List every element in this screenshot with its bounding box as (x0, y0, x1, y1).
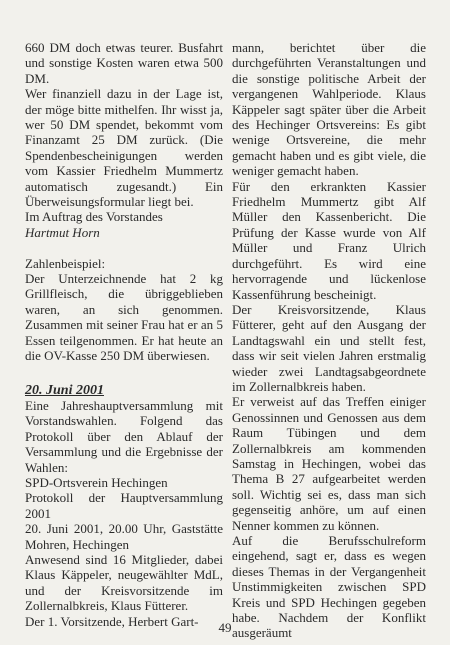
paragraph-meeting-announcement: Er verweist auf das Treffen einiger Genossinnen und Genossen aus dem Raum Tübingen und dem Zollernalbkreis am kommenden Samstag in Hechingen, wobei das Thema B 27 aufgearbeitet werden soll. Wichtig sei es, dass man sich gegenseitig anhöre, um auf einen Nenner kommen zu können. (232, 394, 426, 533)
line-protocol-title: Protokoll der Hauptversammlung 2001 (25, 490, 223, 521)
paragraph-cost-note: 660 DM doch etwas teurer. Busfahrt und sonstige Kosten waren etwa 500 DM. (25, 40, 223, 86)
line-meeting-place: 20. Juni 2001, 20.00 Uhr, Gaststätte Mohren, Hechingen (25, 521, 223, 552)
example-heading: Zahlenbeispiel: (25, 255, 106, 271)
paragraph-chair-report: mann, berichtet über die durchgeführten Veranstaltungen und die sonstige politische Arbeit der vergangenen Wahlperiode. Klaus Käppeler sagt später über die Arbeit des Hechinger Ortsvereins: Es gibt wenige Ortsvereine, die mehr gemacht haben und es gibt viele, die weniger gemacht haben. (232, 40, 426, 179)
paragraph-meeting-intro: Eine Jahreshauptversammlung mit Vorstandswahlen. Folgend das Protokoll über den Ablauf der Versammlung und die Ergebnisse der Wahlen: (25, 397, 223, 475)
right-column (232, 40, 426, 641)
paragraph-chair-start: Der 1. Vorsitzende, Herbert Gart- (25, 613, 199, 629)
paragraph-district-chair: Der Kreisvorsitzende, Klaus Fütterer, geht auf den Ausgang der Landtagswahl ein und stellt fest, dass wir seit vielen Jahren erstmalig wieder zwei Landtagsabgeordnete im Zollernalbkreis haben. (232, 301, 426, 394)
paragraph-attendance: Anwesend sind 16 Mitglieder, dabei Klaus Käppeler, neugewählter MdL, und der Kreisvorsitzende im Zollernalbkreis, Klaus Fütterer. (25, 551, 223, 614)
closing-line: Im Auftrag des Vorstandes (25, 209, 163, 225)
signature-name: Hartmut Horn (25, 224, 100, 240)
section-heading-date: 20. Juni 2001 (25, 382, 104, 398)
paragraph-school-reform: Auf die Berufsschulreform eingehend, sagt er, dass es wegen dieses Themas in der Vergangenheit Unstimmigkeiten zwischen SPD Kreis und SPD Hechingen gegeben habe. Nachdem der Konflikt ausgeräumt (232, 533, 426, 641)
paragraph-donation-request: Wer finanziell dazu in der Lage ist, der möge bitte mithelfen. Ihr wisst ja, wer 50 DM spendet, bekommt vom Finanzamt 25 DM zurück. (Die Spendenbescheinigungen werden vom Kassier Friedhelm Mummertz automatisch zugesandt.) Ein Überweisungsformular liegt bei. (25, 86, 223, 210)
page-number: 49 (218, 620, 232, 635)
left-column (25, 40, 223, 629)
paragraph-treasury-report: Für den erkrankten Kassier Friedhelm Mummertz gibt Alf Müller den Kassenbericht. Die Prüfung der Kasse wurde von Alf Müller und Franz Ulrich durchgeführt. Es wird eine hervorragende und lückenlose Kassenführung bescheinigt. (232, 178, 426, 302)
line-org-name: SPD-Ortsverein Hechingen (25, 474, 168, 490)
paragraph-example: Der Unterzeichnende hat 2 kg Grillfleisch, die übriggeblieben waren, an sich genommen. Zusammen mit seiner Frau hat er an 5 Essen teilgenommen. Er hat heute an die OV-Kasse 250 DM überwiesen. (25, 271, 223, 364)
